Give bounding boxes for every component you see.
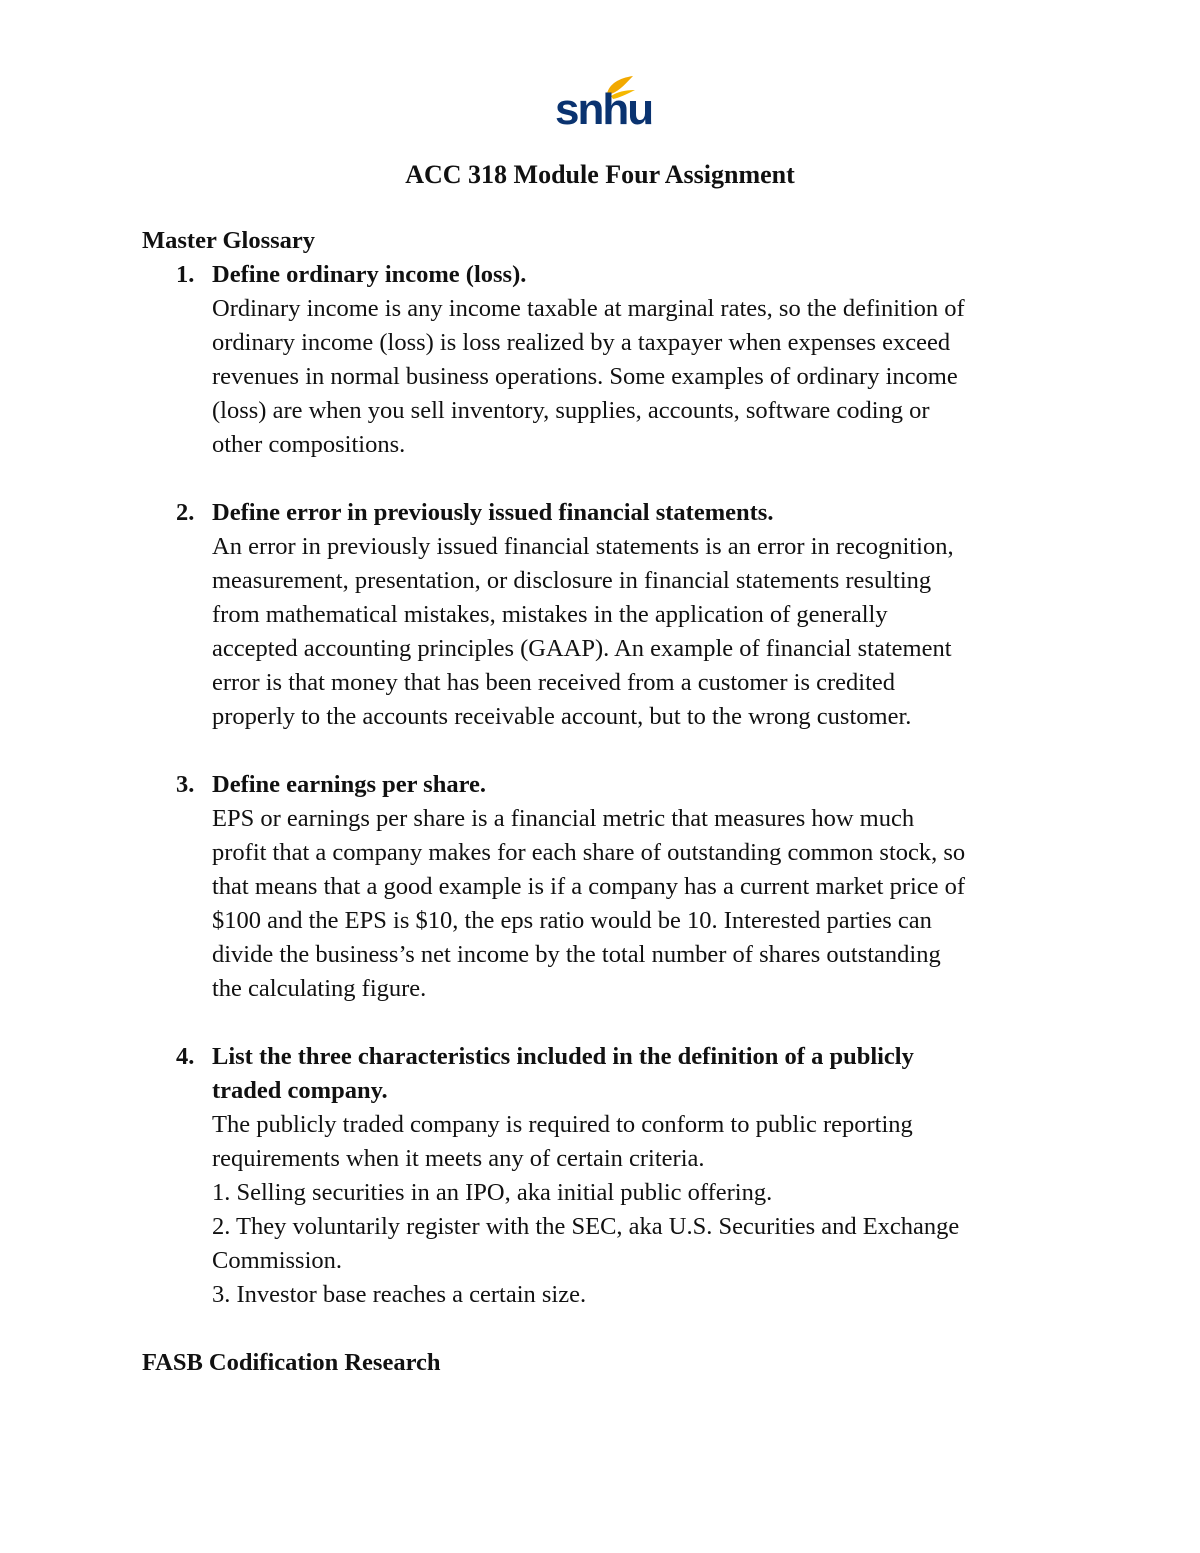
answer-line: profit that a company makes for each share of outstanding common stock, so [212, 839, 966, 866]
answer-line: divide the business’s net income by the total number of shares outstanding [212, 941, 941, 968]
answer-text [212, 802, 1072, 1006]
answer-text [212, 292, 1072, 462]
question-item-1 [142, 258, 1072, 496]
answer-line: (loss) are when you sell inventory, supplies, accounts, software coding or [212, 397, 930, 424]
section-heading-fasb-codification-research: FASB Codification Research [142, 1349, 441, 1376]
answer-line: from mathematical mistakes, mistakes in the application of generally [212, 601, 888, 628]
answer-line: 3. Investor base reaches a certain size. [212, 1281, 587, 1308]
question-number: 4. [176, 1043, 195, 1070]
answer-line: that means that a good example is if a company has a current market price of [212, 873, 966, 900]
question-title: List the three characteristics included in the definition of a publicly [212, 1043, 914, 1070]
page-title: ACC 318 Module Four Assignment [405, 160, 795, 189]
question-title-continued: traded company. [212, 1077, 388, 1104]
question-title: Define error in previously issued financial statements. [212, 499, 774, 526]
question-title: Define ordinary income (loss). [212, 261, 527, 288]
answer-line: accepted accounting principles (GAAP). An example of financial statement [212, 635, 952, 662]
answer-line: $100 and the EPS is $10, the eps ratio would be 10. Interested parties can [212, 907, 932, 934]
answer-line: the calculating figure. [212, 975, 427, 1002]
snhu-logo [555, 72, 653, 134]
answer-text [212, 530, 1072, 734]
question-item-4 [142, 1040, 1072, 1312]
question-number: 1. [176, 261, 195, 288]
question-item-3 [142, 768, 1072, 1040]
answer-line: ordinary income (loss) is loss realized by a taxpayer when expenses exceed [212, 329, 951, 356]
question-item-2 [142, 496, 1072, 768]
answer-line: The publicly traded company is required to conform to public reporting [212, 1111, 913, 1138]
answer-line: properly to the accounts receivable account, but to the wrong customer. [212, 703, 912, 730]
answer-line: Commission. [212, 1247, 343, 1274]
question-title: Define earnings per share. [212, 771, 487, 798]
answer-line: Ordinary income is any income taxable at marginal rates, so the definition of [212, 295, 965, 322]
document-body [142, 224, 1072, 1380]
question-number: 2. [176, 499, 195, 526]
question-number: 3. [176, 771, 195, 798]
answer-text [212, 1108, 1072, 1312]
logo-wordmark: snhu [555, 85, 653, 134]
answer-line: 2. They voluntarily register with the SEC, aka U.S. Securities and Exchange [212, 1213, 960, 1240]
answer-line: measurement, presentation, or disclosure in financial statements resulting [212, 567, 932, 594]
answer-line: requirements when it meets any of certain criteria. [212, 1145, 705, 1172]
answer-line: An error in previously issued financial statements is an error in recognition, [212, 533, 954, 560]
answer-line: revenues in normal business operations. Some examples of ordinary income [212, 363, 958, 390]
section-heading-master-glossary: Master Glossary [142, 227, 316, 254]
answer-line: other compositions. [212, 431, 406, 458]
answer-line: error is that money that has been received from a customer is credited [212, 669, 896, 696]
answer-line: 1. Selling securities in an IPO, aka initial public offering. [212, 1179, 773, 1206]
answer-line: EPS or earnings per share is a financial metric that measures how much [212, 805, 915, 832]
question-list [142, 258, 1072, 1312]
